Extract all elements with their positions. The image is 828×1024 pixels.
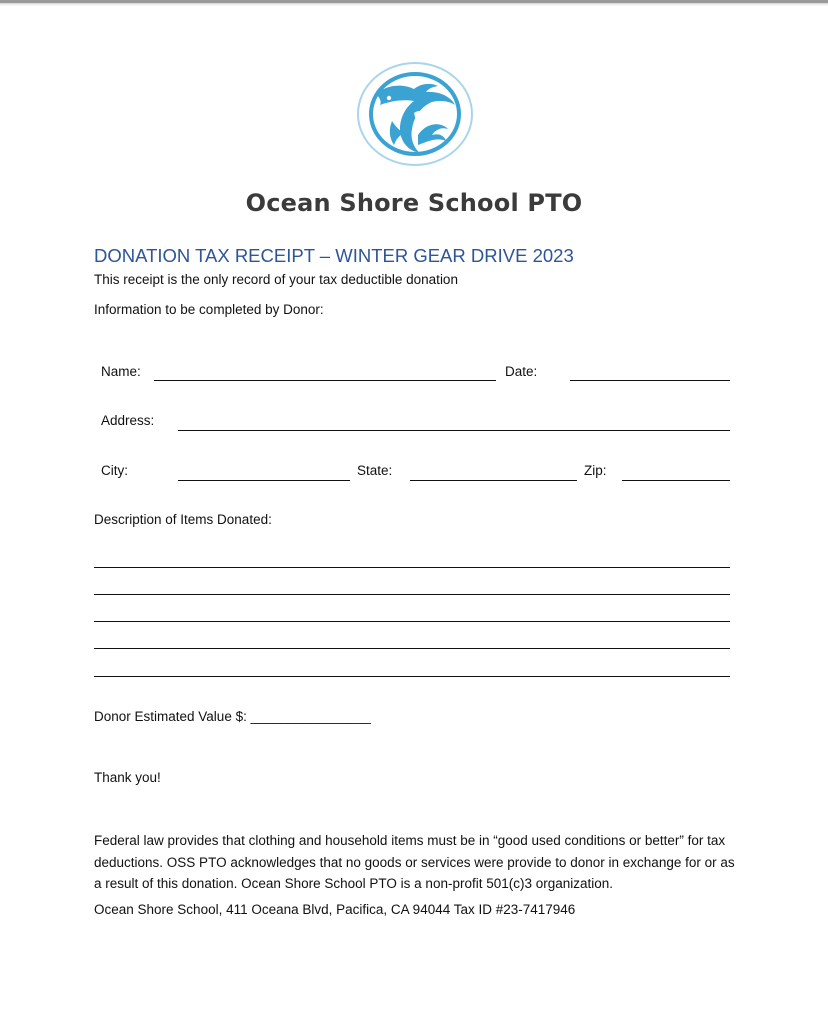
description-line[interactable] bbox=[94, 648, 730, 649]
name-field[interactable] bbox=[154, 380, 496, 381]
dolphin-logo-icon bbox=[356, 61, 474, 167]
receipt-subtitle: This receipt is the only record of your tax deductible donation bbox=[94, 272, 458, 287]
address-label: Address: bbox=[101, 413, 155, 428]
state-field[interactable] bbox=[410, 480, 577, 481]
date-field[interactable] bbox=[570, 380, 730, 381]
description-line[interactable] bbox=[94, 621, 730, 622]
school-address-line: Ocean Shore School, 411 Oceana Blvd, Pacifica, CA 94044 Tax ID #23-7417946 bbox=[94, 902, 576, 917]
estimated-value-field[interactable]: Donor Estimated Value $: ________________ bbox=[94, 709, 371, 724]
organization-name: Ocean Shore School PTO bbox=[245, 189, 583, 217]
zip-field[interactable] bbox=[622, 480, 730, 481]
address-field[interactable] bbox=[178, 430, 730, 431]
zip-label: Zip: bbox=[584, 463, 607, 478]
state-label: State: bbox=[357, 463, 393, 478]
name-label: Name: bbox=[101, 364, 141, 379]
city-field[interactable] bbox=[178, 480, 350, 481]
date-label: Date: bbox=[505, 364, 538, 379]
description-label: Description of Items Donated: bbox=[94, 512, 272, 527]
donor-instructions: Information to be completed by Donor: bbox=[94, 302, 324, 317]
description-line[interactable] bbox=[94, 594, 730, 595]
city-label: City: bbox=[101, 463, 128, 478]
window-top-shadow bbox=[0, 3, 828, 6]
thank-you-text: Thank you! bbox=[94, 770, 161, 785]
legal-notice: Federal law provides that clothing and household items must be in “good used conditions or better” for tax deductions. OSS PTO acknowledges that no goods or services were provide to donor in exchange for or as a result of this donation. Ocean Shore School PTO is a non-profit 501(c)3 organization. bbox=[94, 833, 735, 891]
description-line[interactable] bbox=[94, 567, 730, 568]
description-line[interactable] bbox=[94, 676, 730, 677]
receipt-title: DONATION TAX RECEIPT – WINTER GEAR DRIVE 2023 bbox=[94, 245, 574, 266]
